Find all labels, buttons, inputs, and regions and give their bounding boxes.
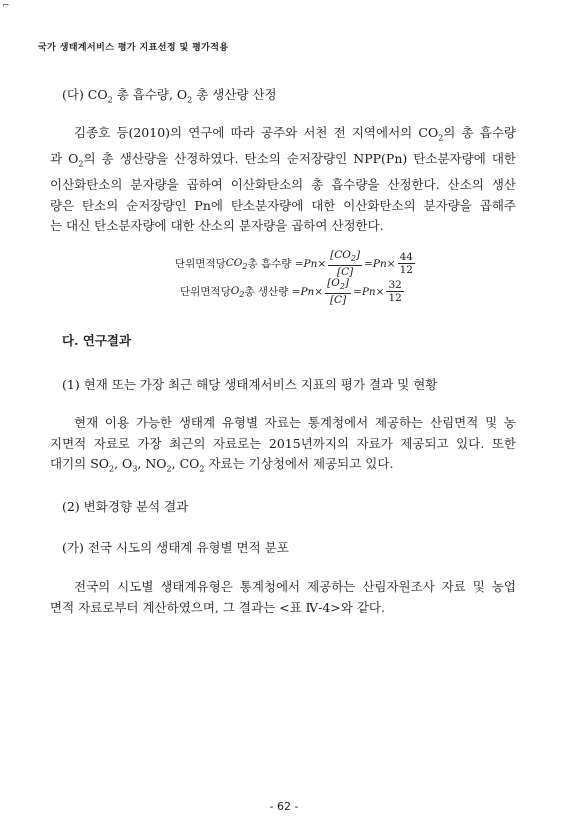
equation-co2-absorption: 단위면적당 $CO_2$ 총 흡수량 = Pn × $\frac{[CO_2]}{[C]}$ = Pn × $\frac{44}{12}$	[175, 249, 413, 279]
fraction-o2-over-c: $\frac{[O_2]}{[C]}$	[327, 277, 350, 307]
subsection-heading-trend-analysis: (2) 변화경향 분석 결과	[62, 499, 189, 514]
fraction-32-over-12: $\frac{32}{12}$	[388, 279, 402, 305]
paragraph-current-data: 현재 이용 가능한 생태계 유형별 자료는 통계청에서 제공하는 산림면적 및 농 지면적 자료로 가장 최근의 자료로는 2015년까지의 자료가 제공되고 있다. 또한 대기의 $SO_2$, $O_3$, $NO_2$, $CO_2$ 자료는 기상청에서 제공되고 있다.	[50, 415, 516, 474]
page-number: - 62 -	[269, 800, 299, 813]
fraction-co2-over-c: $\frac{[CO_2]}{[C]}$	[330, 249, 361, 279]
paragraph-area-distribution: 전국의 시도별 생태계유형은 통계청에서 제공하는 산림자원조사 자료 및 농업 면적 자료로부터 계산하였으며, 그 결과는 <표 Ⅳ-4>와 같다.	[50, 579, 516, 615]
corner-mark: ⌐	[2, 1, 10, 11]
subsection-heading-current-status: (1) 현재 또는 가장 최근 해당 생태계서비스 지표의 평가 결과 및 현황	[62, 377, 438, 392]
running-header: 국가 생태계서비스 평가 지표선정 및 평가적용	[38, 43, 229, 53]
fraction-44-over-12: $\frac{44}{12}$	[399, 251, 413, 277]
equation-o2-production: 단위면적당 $O_2$ 총 생산량 = Pn × $\frac{[O_2]}{[C]}$ = Pn × $\frac{32}{12}$	[180, 277, 402, 307]
section-heading-results: 다. 연구결과	[62, 333, 132, 348]
paragraph-calculation-method: 김종호 등(2010)의 연구에 따라 공주와 서천 전 지역에서의 $CO_2$의 총 흡수량 과 $O_2$의 총 생산량을 산정하였다. 탄소의 순저장량인 NPP(Pn) 탄소분자량에 대한 이산화탄소의 분자량을 곱하여 이산화탄소의 총 흡수량을 산정한다. 산소의 생산 량은 탄소의 순저장량인 Pn에 탄소분자량에 대한 이산화탄소의 분자량을 곱해주 는 대신 탄소분자량에 대한 산소의 분자량을 곱하여 산정한다.	[50, 125, 516, 233]
section-heading-co2-o2: (다) $CO_2$ 총 흡수량, $O_2$ 총 생산량 산정	[62, 87, 277, 105]
subsection-heading-area-distribution: (가) 전국 시도의 생태계 유형별 면적 분포	[62, 540, 289, 555]
